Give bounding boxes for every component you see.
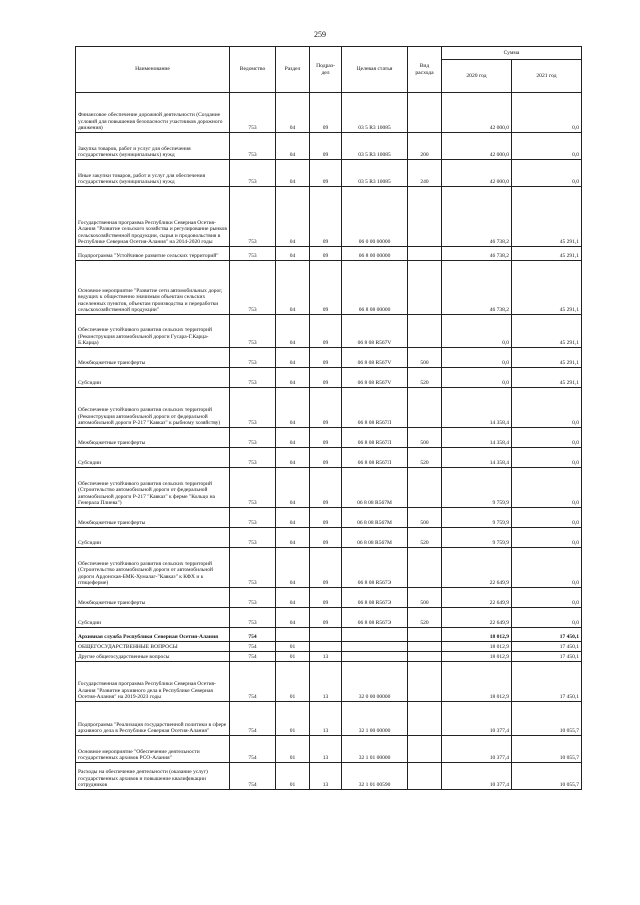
cell-name: Обеспечение устойчивого развития сельских территорий (Строительство автомобильной дороги от автомобильной дороги Ардонская-БМК-Хумалаг-"Кавказ" к КФХ и к птицеферме) xyxy=(76,548,230,588)
table-row xyxy=(76,763,582,790)
cell-subsection xyxy=(310,642,342,652)
cell-target-article: 06 8 08 R567М xyxy=(342,528,408,548)
table-row xyxy=(76,508,582,528)
cell-department: 753 xyxy=(230,428,276,448)
table-row xyxy=(76,642,582,652)
cell-target-article: 06 8 08 R567V xyxy=(342,368,408,388)
cell-sum-2020: 9 759,9 xyxy=(442,528,512,548)
cell-target-article xyxy=(342,642,408,652)
cell-department: 753 xyxy=(230,348,276,368)
table-row xyxy=(76,608,582,628)
cell-department: 753 xyxy=(230,448,276,468)
cell-expense-type: 520 xyxy=(408,368,442,388)
cell-department: 753 xyxy=(230,247,276,261)
cell-department: 753 xyxy=(230,160,276,187)
cell-section: 04 xyxy=(276,315,310,348)
cell-section: 04 xyxy=(276,187,310,247)
cell-name: Закупка товаров, работ и услуг для обеспечения государственных (муниципальных) нужд xyxy=(76,133,230,160)
cell-section: 01 xyxy=(276,662,310,702)
cell-sum-2020: 42 000,0 xyxy=(442,160,512,187)
cell-department: 753 xyxy=(230,528,276,548)
cell-expense-type xyxy=(408,763,442,790)
cell-target-article: 32 0 00 00000 xyxy=(342,662,408,702)
cell-sum-2020: 22 649,9 xyxy=(442,608,512,628)
cell-name: Основное мероприятие "Развитие сети автомобильных дорог, ведущих к общественно значимым объектам сельских населенных пунктов, объектам производства и переработки сельскохозяйственной продукции" xyxy=(76,261,230,315)
table-row xyxy=(76,548,582,588)
table-row xyxy=(76,388,582,428)
cell-target-article: 06 8 08 R567Л xyxy=(342,448,408,468)
cell-subsection: 09 xyxy=(310,588,342,608)
cell-expense-type xyxy=(408,652,442,662)
cell-name: Субсидии xyxy=(76,448,230,468)
cell-section: 04 xyxy=(276,261,310,315)
cell-name: Обеспечение устойчивого развития сельских территорий (Реконструкция автомобильной дороги Гусара-Г.Карца-Б.Карца) xyxy=(76,315,230,348)
cell-sum-2020: 22 649,9 xyxy=(442,548,512,588)
cell-sum-2021: 45 291,1 xyxy=(512,261,582,315)
cell-expense-type: 200 xyxy=(408,133,442,160)
cell-expense-type xyxy=(408,93,442,133)
header-subsection: Подраз- дел xyxy=(310,47,342,93)
cell-department: 753 xyxy=(230,608,276,628)
cell-subsection: 09 xyxy=(310,348,342,368)
cell-name: Субсидии xyxy=(76,528,230,548)
cell-target-article: 06 8 08 00000 xyxy=(342,261,408,315)
cell-sum-2021: 17 450,1 xyxy=(512,652,582,662)
cell-department: 754 xyxy=(230,702,276,736)
cell-section: 04 xyxy=(276,588,310,608)
cell-sum-2020: 0,0 xyxy=(442,348,512,368)
cell-sum-2021: 0,0 xyxy=(512,588,582,608)
cell-subsection: 09 xyxy=(310,608,342,628)
cell-department: 753 xyxy=(230,548,276,588)
cell-department: 753 xyxy=(230,388,276,428)
cell-name: Обеспечение устойчивого развития сельских территорий (Реконструкция автомобильной дороги от федеральной автомобильной дороги Р-217 "Кавказ" к рыбному хозяйству) xyxy=(76,388,230,428)
table-row xyxy=(76,160,582,187)
cell-section: 01 xyxy=(276,642,310,652)
table-row xyxy=(76,93,582,133)
table-row xyxy=(76,652,582,662)
cell-subsection: 09 xyxy=(310,548,342,588)
table-row xyxy=(76,528,582,548)
cell-department: 753 xyxy=(230,93,276,133)
cell-sum-2021: 10 055,7 xyxy=(512,702,582,736)
cell-sum-2021: 0,0 xyxy=(512,508,582,528)
cell-subsection: 09 xyxy=(310,528,342,548)
cell-expense-type xyxy=(408,187,442,247)
cell-target-article: 06 8 08 R567М xyxy=(342,468,408,508)
table-body xyxy=(76,93,582,790)
cell-sum-2020: 14 358,4 xyxy=(442,388,512,428)
cell-name: Субсидии xyxy=(76,608,230,628)
cell-subsection xyxy=(310,628,342,642)
cell-subsection: 09 xyxy=(310,247,342,261)
cell-target-article: 06 8 08 R567Э xyxy=(342,548,408,588)
cell-department: 754 xyxy=(230,628,276,642)
cell-subsection: 09 xyxy=(310,448,342,468)
cell-expense-type: 520 xyxy=(408,448,442,468)
table-row xyxy=(76,133,582,160)
cell-subsection: 09 xyxy=(310,508,342,528)
cell-target-article: 03 5 R3 10085 xyxy=(342,133,408,160)
cell-expense-type: 240 xyxy=(408,160,442,187)
table-row xyxy=(76,448,582,468)
cell-target-article: 32 1 01 00590 xyxy=(342,763,408,790)
cell-target-article: 03 5 R3 10085 xyxy=(342,93,408,133)
cell-section: 04 xyxy=(276,528,310,548)
header-target-article: Целевая статья xyxy=(342,47,408,93)
cell-sum-2020: 18 012,9 xyxy=(442,662,512,702)
cell-target-article xyxy=(342,652,408,662)
cell-name: Другие общегосударственные вопросы xyxy=(76,652,230,662)
cell-sum-2021: 0,0 xyxy=(512,608,582,628)
table-row xyxy=(76,702,582,736)
cell-section: 04 xyxy=(276,508,310,528)
cell-target-article: 06 8 08 R567Л xyxy=(342,428,408,448)
cell-sum-2021: 0,0 xyxy=(512,468,582,508)
cell-name: Обеспечение устойчивого развития сельских территорий (Строительство автомобильной дороги от федеральной автомобильной дороги Р-217 "Кавказ" к ферме "Кольцо на Генерала Плиева") xyxy=(76,468,230,508)
cell-sum-2020: 42 000,0 xyxy=(442,93,512,133)
cell-sum-2020: 18 012,9 xyxy=(442,628,512,642)
cell-expense-type: 500 xyxy=(408,348,442,368)
cell-target-article: 32 1 01 00000 xyxy=(342,736,408,763)
cell-subsection: 13 xyxy=(310,736,342,763)
budget-table xyxy=(75,46,582,790)
cell-target-article: 06 8 08 R567Л xyxy=(342,388,408,428)
cell-section: 04 xyxy=(276,448,310,468)
header-section: Раздел xyxy=(276,47,310,93)
cell-name: Государственная программа Республики Северная Осетия-Алания "Развитие сельского хозяйства и регулирование рынков сельскохозяйственной продукции, сырья и продовольствия в Республике Северная Осетия-Алания" на 2014-2020 годы xyxy=(76,187,230,247)
cell-expense-type: 500 xyxy=(408,428,442,448)
cell-expense-type xyxy=(408,388,442,428)
cell-target-article: 06 8 00 00000 xyxy=(342,247,408,261)
table-row xyxy=(76,588,582,608)
cell-target-article: 32 1 00 00000 xyxy=(342,702,408,736)
cell-sum-2020: 10 377,4 xyxy=(442,736,512,763)
cell-expense-type xyxy=(408,247,442,261)
cell-section: 04 xyxy=(276,428,310,448)
cell-sum-2021: 0,0 xyxy=(512,428,582,448)
header-year-2020: 2020 год xyxy=(442,60,512,93)
cell-target-article: 03 5 R3 10085 xyxy=(342,160,408,187)
cell-subsection: 09 xyxy=(310,187,342,247)
cell-department: 753 xyxy=(230,588,276,608)
cell-name: Межбюджетные трансферты xyxy=(76,348,230,368)
cell-name: Межбюджетные трансферты xyxy=(76,428,230,448)
cell-subsection: 09 xyxy=(310,468,342,508)
table-row xyxy=(76,736,582,763)
cell-subsection: 09 xyxy=(310,388,342,428)
cell-name: ОБЩЕГОСУДАРСТВЕННЫЕ ВОПРОСЫ xyxy=(76,642,230,652)
cell-department: 753 xyxy=(230,315,276,348)
cell-sum-2021: 0,0 xyxy=(512,548,582,588)
cell-section: 01 xyxy=(276,652,310,662)
cell-expense-type xyxy=(408,642,442,652)
cell-sum-2020: 14 358,4 xyxy=(442,448,512,468)
page-number: 259 xyxy=(314,30,326,39)
table-row xyxy=(76,628,582,642)
cell-sum-2021: 45 291,1 xyxy=(512,247,582,261)
cell-subsection: 13 xyxy=(310,702,342,736)
header-year-2021: 2021 год xyxy=(512,60,582,93)
cell-sum-2020: 22 649,9 xyxy=(442,588,512,608)
table-row xyxy=(76,468,582,508)
cell-sum-2020: 10 377,4 xyxy=(442,763,512,790)
cell-sum-2020: 18 012,9 xyxy=(442,642,512,652)
table-row xyxy=(76,368,582,388)
cell-sum-2020: 14 358,4 xyxy=(442,428,512,448)
cell-name: Иные закупки товаров, работ и услуг для обеспечения государственных (муниципальных) нужд xyxy=(76,160,230,187)
cell-section: 01 xyxy=(276,702,310,736)
cell-section: 04 xyxy=(276,133,310,160)
cell-name: Государственная программа Республики Северная Осетия-Алания "Развитие архивного дела в Республике Северная Осетия-Алания" на 2019-2023 годы xyxy=(76,662,230,702)
cell-sum-2021: 10 055,7 xyxy=(512,763,582,790)
cell-subsection: 13 xyxy=(310,763,342,790)
cell-target-article: 06 8 08 R567V xyxy=(342,348,408,368)
cell-sum-2020: 18 012,9 xyxy=(442,652,512,662)
cell-name: Основное мероприятие "Обеспечение деятельности государственных архивов РСО-Алания" xyxy=(76,736,230,763)
cell-sum-2021: 0,0 xyxy=(512,133,582,160)
cell-sum-2020: 46 738,2 xyxy=(442,247,512,261)
cell-expense-type xyxy=(408,736,442,763)
cell-sum-2021: 17 450,1 xyxy=(512,642,582,652)
cell-sum-2020: 9 759,9 xyxy=(442,468,512,508)
cell-section: 04 xyxy=(276,608,310,628)
cell-subsection: 09 xyxy=(310,428,342,448)
cell-name: Подпрограмма "Устойчивое развитие сельских территорий" xyxy=(76,247,230,261)
cell-subsection: 13 xyxy=(310,662,342,702)
cell-target-article: 06 8 08 R567М xyxy=(342,508,408,528)
table-row xyxy=(76,261,582,315)
cell-name: Межбюджетные трансферты xyxy=(76,588,230,608)
cell-sum-2020: 10 377,4 xyxy=(442,702,512,736)
cell-section: 04 xyxy=(276,368,310,388)
cell-sum-2020: 0,0 xyxy=(442,368,512,388)
cell-section: 04 xyxy=(276,160,310,187)
cell-expense-type: 500 xyxy=(408,588,442,608)
cell-expense-type xyxy=(408,261,442,315)
cell-sum-2020: 46 738,2 xyxy=(442,261,512,315)
cell-sum-2021: 17 450,1 xyxy=(512,628,582,642)
header-expense-type: Вид расхода xyxy=(408,47,442,93)
cell-subsection: 09 xyxy=(310,93,342,133)
cell-section: 04 xyxy=(276,247,310,261)
cell-section: 01 xyxy=(276,763,310,790)
table-row xyxy=(76,187,582,247)
cell-department: 753 xyxy=(230,508,276,528)
cell-target-article: 06 8 08 R567V xyxy=(342,315,408,348)
cell-target-article: 06 8 08 R567Э xyxy=(342,608,408,628)
cell-name: Межбюджетные трансферты xyxy=(76,508,230,528)
cell-department: 754 xyxy=(230,662,276,702)
cell-sum-2021: 17 450,1 xyxy=(512,662,582,702)
cell-sum-2021: 45 291,1 xyxy=(512,187,582,247)
table-row xyxy=(76,315,582,348)
cell-sum-2021: 0,0 xyxy=(512,448,582,468)
cell-sum-2021: 45 291,1 xyxy=(512,348,582,368)
cell-sum-2021: 45 291,1 xyxy=(512,315,582,348)
table-row xyxy=(76,662,582,702)
table-row xyxy=(76,247,582,261)
cell-sum-2020: 42 000,0 xyxy=(442,133,512,160)
cell-section: 04 xyxy=(276,388,310,428)
cell-sum-2021: 0,0 xyxy=(512,528,582,548)
cell-target-article: 06 0 00 00000 xyxy=(342,187,408,247)
cell-subsection: 09 xyxy=(310,368,342,388)
cell-department: 754 xyxy=(230,736,276,763)
cell-sum-2021: 0,0 xyxy=(512,388,582,428)
table-row xyxy=(76,428,582,448)
cell-department: 754 xyxy=(230,763,276,790)
cell-department: 753 xyxy=(230,261,276,315)
cell-section: 04 xyxy=(276,548,310,588)
cell-section: 04 xyxy=(276,348,310,368)
cell-department: 754 xyxy=(230,652,276,662)
cell-subsection: 09 xyxy=(310,315,342,348)
cell-name: Расходы на обеспечение деятельности (оказание услуг) государственных архивов и повышение квалификации сотрудников xyxy=(76,763,230,790)
cell-sum-2020: 46 738,2 xyxy=(442,187,512,247)
cell-section: 04 xyxy=(276,93,310,133)
cell-sum-2020: 0,0 xyxy=(442,315,512,348)
cell-name: Субсидии xyxy=(76,368,230,388)
cell-subsection: 09 xyxy=(310,160,342,187)
cell-section xyxy=(276,628,310,642)
header-sum: Сумма xyxy=(442,47,582,60)
cell-expense-type xyxy=(408,548,442,588)
cell-sum-2021: 45 291,1 xyxy=(512,368,582,388)
cell-section: 04 xyxy=(276,468,310,508)
cell-sum-2021: 10 055,7 xyxy=(512,736,582,763)
cell-department: 753 xyxy=(230,133,276,160)
cell-expense-type: 520 xyxy=(408,608,442,628)
cell-name: Архивная служба Республики Северная Осетия-Алания xyxy=(76,628,230,642)
cell-section: 01 xyxy=(276,736,310,763)
cell-expense-type xyxy=(408,702,442,736)
cell-department: 753 xyxy=(230,368,276,388)
header-name: Наименование xyxy=(76,47,230,93)
cell-expense-type: 520 xyxy=(408,528,442,548)
cell-subsection: 13 xyxy=(310,652,342,662)
cell-target-article xyxy=(342,628,408,642)
cell-sum-2020: 9 759,9 xyxy=(442,508,512,528)
cell-subsection: 09 xyxy=(310,261,342,315)
cell-expense-type xyxy=(408,315,442,348)
cell-expense-type xyxy=(408,468,442,508)
cell-department: 754 xyxy=(230,642,276,652)
cell-subsection: 09 xyxy=(310,133,342,160)
cell-expense-type: 500 xyxy=(408,508,442,528)
cell-name: Финансовое обеспечение дорожной деятельности (Создание условий для повышения безопасности участников дорожного движения) xyxy=(76,93,230,133)
header-department: Ведомство xyxy=(230,47,276,93)
cell-expense-type xyxy=(408,662,442,702)
table-row xyxy=(76,348,582,368)
cell-department: 753 xyxy=(230,468,276,508)
cell-expense-type xyxy=(408,628,442,642)
cell-sum-2021: 0,0 xyxy=(512,93,582,133)
cell-target-article: 06 8 08 R567Э xyxy=(342,588,408,608)
cell-department: 753 xyxy=(230,187,276,247)
cell-name: Подпрограмма "Реализация государственной политики в сфере архивного дела в Республике Северная Осетия-Алания" xyxy=(76,702,230,736)
cell-sum-2021: 0,0 xyxy=(512,160,582,187)
